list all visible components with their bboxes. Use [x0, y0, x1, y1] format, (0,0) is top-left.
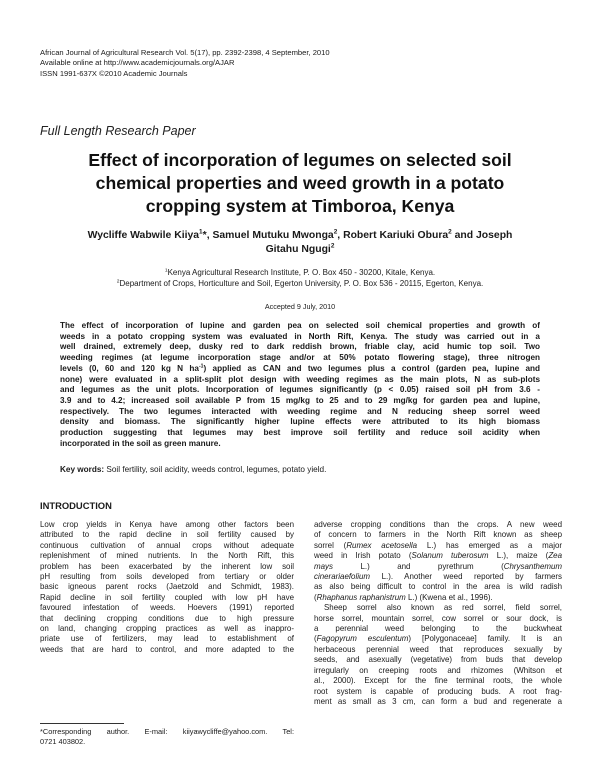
author-name: Joseph [476, 230, 513, 241]
body-line: adverse cropping conditions than the crops. A new weed [314, 520, 562, 529]
abstract [60, 321, 540, 449]
author-affil-marker: 2 [330, 242, 335, 250]
abstract-text: levels (0, 60 and 120 kg N ha [60, 363, 199, 373]
author-line [60, 243, 540, 257]
unit-exponent: -1 [198, 363, 204, 370]
author-line [60, 229, 540, 243]
author-affil-marker: 1 [199, 228, 203, 236]
abstract-line [60, 364, 540, 375]
author-affil-marker: 2 [448, 228, 452, 236]
body-text: L.) has emerged as a major [417, 540, 563, 550]
body-line: pH resulting from soils developed from tertiary or older [40, 572, 294, 582]
abstract-line: The effect of incorporation of lupine and garden pea on selected soil chemical properties and growth of [60, 321, 540, 330]
body-line: that declining cropping conditions due to high pressure [40, 613, 294, 623]
author-and: and [451, 230, 477, 241]
author-affil-marker: 2 [333, 228, 338, 236]
species-name: Zea [548, 551, 562, 561]
body-line: problem has been exacerbated by the inherent low soil [40, 561, 294, 571]
body-line: basic igneous parent rocks (Jaetzold and Schmidt, 1983). [40, 582, 294, 592]
species-name: mays [314, 561, 333, 571]
section-heading: INTRODUCTION [40, 500, 112, 511]
author-separator: , [337, 230, 344, 241]
abstract-line: weeding regimes (at legume incorporation stage and/or at 50% potato flowering stage), three nitrogen [60, 353, 540, 363]
body-line: weeds that are hard to control, and more adapted to the [40, 644, 294, 654]
body-line: attributed to the rapid decline in soil fertility caused by [40, 530, 294, 540]
corresponding-author-footnote [40, 727, 294, 747]
body-line: horse sorrel, mountain sorrel, cow sorrel or sour dock, is [314, 613, 562, 623]
journal-info [40, 48, 330, 79]
body-line [314, 551, 562, 561]
affiliation [40, 278, 560, 289]
body-line: continuous cultivation of annual crops without adequate [40, 540, 294, 550]
abstract-line: production suggesting that legumes may best improve soil fertility and reduce soil acidity when [60, 428, 540, 438]
body-line: a perennial weed belonging to the buckwheat [314, 624, 562, 634]
author-name: Samuel Mutuku Mwonga [212, 230, 334, 241]
body-text: ( [314, 634, 317, 644]
body-line [314, 541, 562, 551]
keywords [60, 465, 540, 474]
footnote-rule [40, 723, 124, 724]
abstract-line: density and biomass. The significantly higher lupine effects were attributed to its high biomass [60, 417, 540, 427]
body-line: on land, changing cropping practices as well as inappro- [40, 624, 294, 634]
species-name: cinerariaefolium [314, 572, 371, 582]
abstract-text: ) applied as CAN and two legumes plus a control (garden pea, lupine and [203, 363, 541, 373]
affiliation [40, 267, 560, 278]
body-text: ) [Polygonaceae] family. It is an [408, 634, 562, 644]
body-line: favoured infestation of weeds. Hoevers (1991) reported [40, 603, 294, 613]
author-name: Wycliffe Wabwile Kiiya [87, 230, 200, 241]
body-line: Rapid decline in soil fertility coupled with low pH have [40, 592, 294, 602]
body-line: replenishment of mined nutrients. In the North Rift, this [40, 551, 294, 561]
affiliation-text: Kenya Agricultural Research Institute, P. O. Box 450 - 30200, Kitale, Kenya. [167, 268, 436, 277]
paper-title [40, 149, 560, 218]
accepted-date: Accepted 9 July, 2010 [264, 302, 336, 311]
species-name: Chrysanthemum [503, 561, 562, 571]
body-line: root system is capable of producing buds. A root frag- [314, 686, 562, 696]
body-line: irregularly on creeping roots and rhizomes (Whitson et [314, 665, 562, 675]
body-line: Low crop yields in Kenya have among other factors been [40, 520, 294, 529]
title-line: Effect of incorporation of legumes on selected soil [88, 150, 512, 170]
author-name: Gitahu Ngugi [265, 244, 331, 255]
affiliation-text: Department of Crops, Horticulture and Soil, Egerton University, P. O. Box 536 - 20115, Egerton, Kenya. [119, 279, 484, 288]
body-line [314, 562, 562, 572]
abstract-line: 3.9 and to 4.2; increased soil available P from 15 mg/kg to 25 and to 29 mg/kg for garden pea and lupine, [60, 395, 540, 405]
affiliation-marker: 1 [164, 268, 168, 274]
body-line: ment as small as 3 cm, can form a bud and regenerate a [314, 696, 562, 706]
species-name: Solanum tuberosum [411, 551, 489, 561]
journal-citation: African Journal of Agricultural Research Vol. 5(17), pp. 2392-2398, 4 September, 2010 [40, 48, 330, 57]
title-line: cropping system at Timboroa, Kenya [145, 196, 455, 216]
body-text: L.) and pyrethrum ( [332, 561, 504, 571]
body-line: herbaceous perennial weed that reproduces sexually by [314, 644, 562, 654]
body-line: of concern to farmers in the North Rift known as sheep [314, 530, 562, 540]
body-line: Sheep sorrel also known as red sorrel, field sorrel, [324, 603, 562, 613]
affiliation-marker: 2 [116, 279, 120, 285]
journal-issn: ISSN 1991-637X ©2010 Academic Journals [40, 68, 188, 78]
footnote-line: 0721 403802. [40, 737, 86, 746]
abstract-line: well drained, extremely deep, dusky red to dark reddish brown, friable clay, acid humic top soil. Two [60, 342, 540, 352]
body-text: L.) (Kwena et al., 1996). [405, 592, 493, 602]
author-name: Robert Kariuki Obura [343, 230, 449, 241]
body-text: ( [314, 592, 317, 602]
abstract-line: none) were evaluated in a split-split plot design with weeding regimes as the main plots, N as sub-plots [60, 374, 540, 384]
title-line: chemical properties and weed growth in a potato [95, 173, 505, 193]
species-name: Fagopyrum esculentum [316, 634, 409, 644]
keywords-text: Soil fertility, soil acidity, weeds control, legumes, potato yield. [104, 465, 327, 474]
body-column-left [40, 520, 294, 655]
body-line: priate use of fertilizers, may lead to establishment of [40, 634, 294, 644]
abstract-line: and legumes as the unit plots. Incorporation of legumes significantly (p < 0.05) raised soil pH from 3.6 - [60, 385, 540, 395]
body-line: as also being difficult to control in the area is wild radish [314, 582, 562, 592]
body-line [314, 572, 562, 582]
abstract-line: incorporated in the soil as green manure. [60, 438, 221, 448]
body-line: al., 2000). Except for the fine terminal roots, the whole [314, 676, 562, 686]
keywords-label: Key words: [60, 465, 105, 474]
author-separator: , [206, 230, 213, 241]
journal-url: Available online at http://www.academicjournals.org/AJAR [40, 58, 235, 68]
body-column-right [314, 520, 562, 707]
abstract-line: respectively. The two legumes interacted with weeding regime and N reducing sheep sorrel weed [60, 406, 540, 416]
species-name: Rumex acetosella [346, 540, 418, 550]
abstract-line: weeds in a potato cropping system was evaluated in North Rift, Kenya. The study was carried out in a [60, 331, 540, 341]
body-line: seeds, and asexually (vegetative) from buds that develop [314, 655, 562, 665]
body-text: L.). Another weed reported by farmers [370, 572, 562, 582]
corresponding-mark: * [202, 230, 207, 241]
body-text: weed in Irish potato ( [314, 551, 412, 561]
body-line [314, 593, 562, 603]
footnote-line: *Corresponding author. E-mail: kiiyawycliffe@yahoo.com. Tel: [40, 727, 294, 736]
body-text: sorrel ( [314, 540, 347, 550]
body-text: L.), maize ( [488, 551, 549, 561]
paper-type: Full Length Research Paper [40, 124, 196, 138]
body-line [314, 634, 562, 644]
affiliations [40, 267, 560, 289]
species-name: Rhaphanus raphanistrum [316, 592, 406, 602]
author-list [60, 229, 540, 257]
